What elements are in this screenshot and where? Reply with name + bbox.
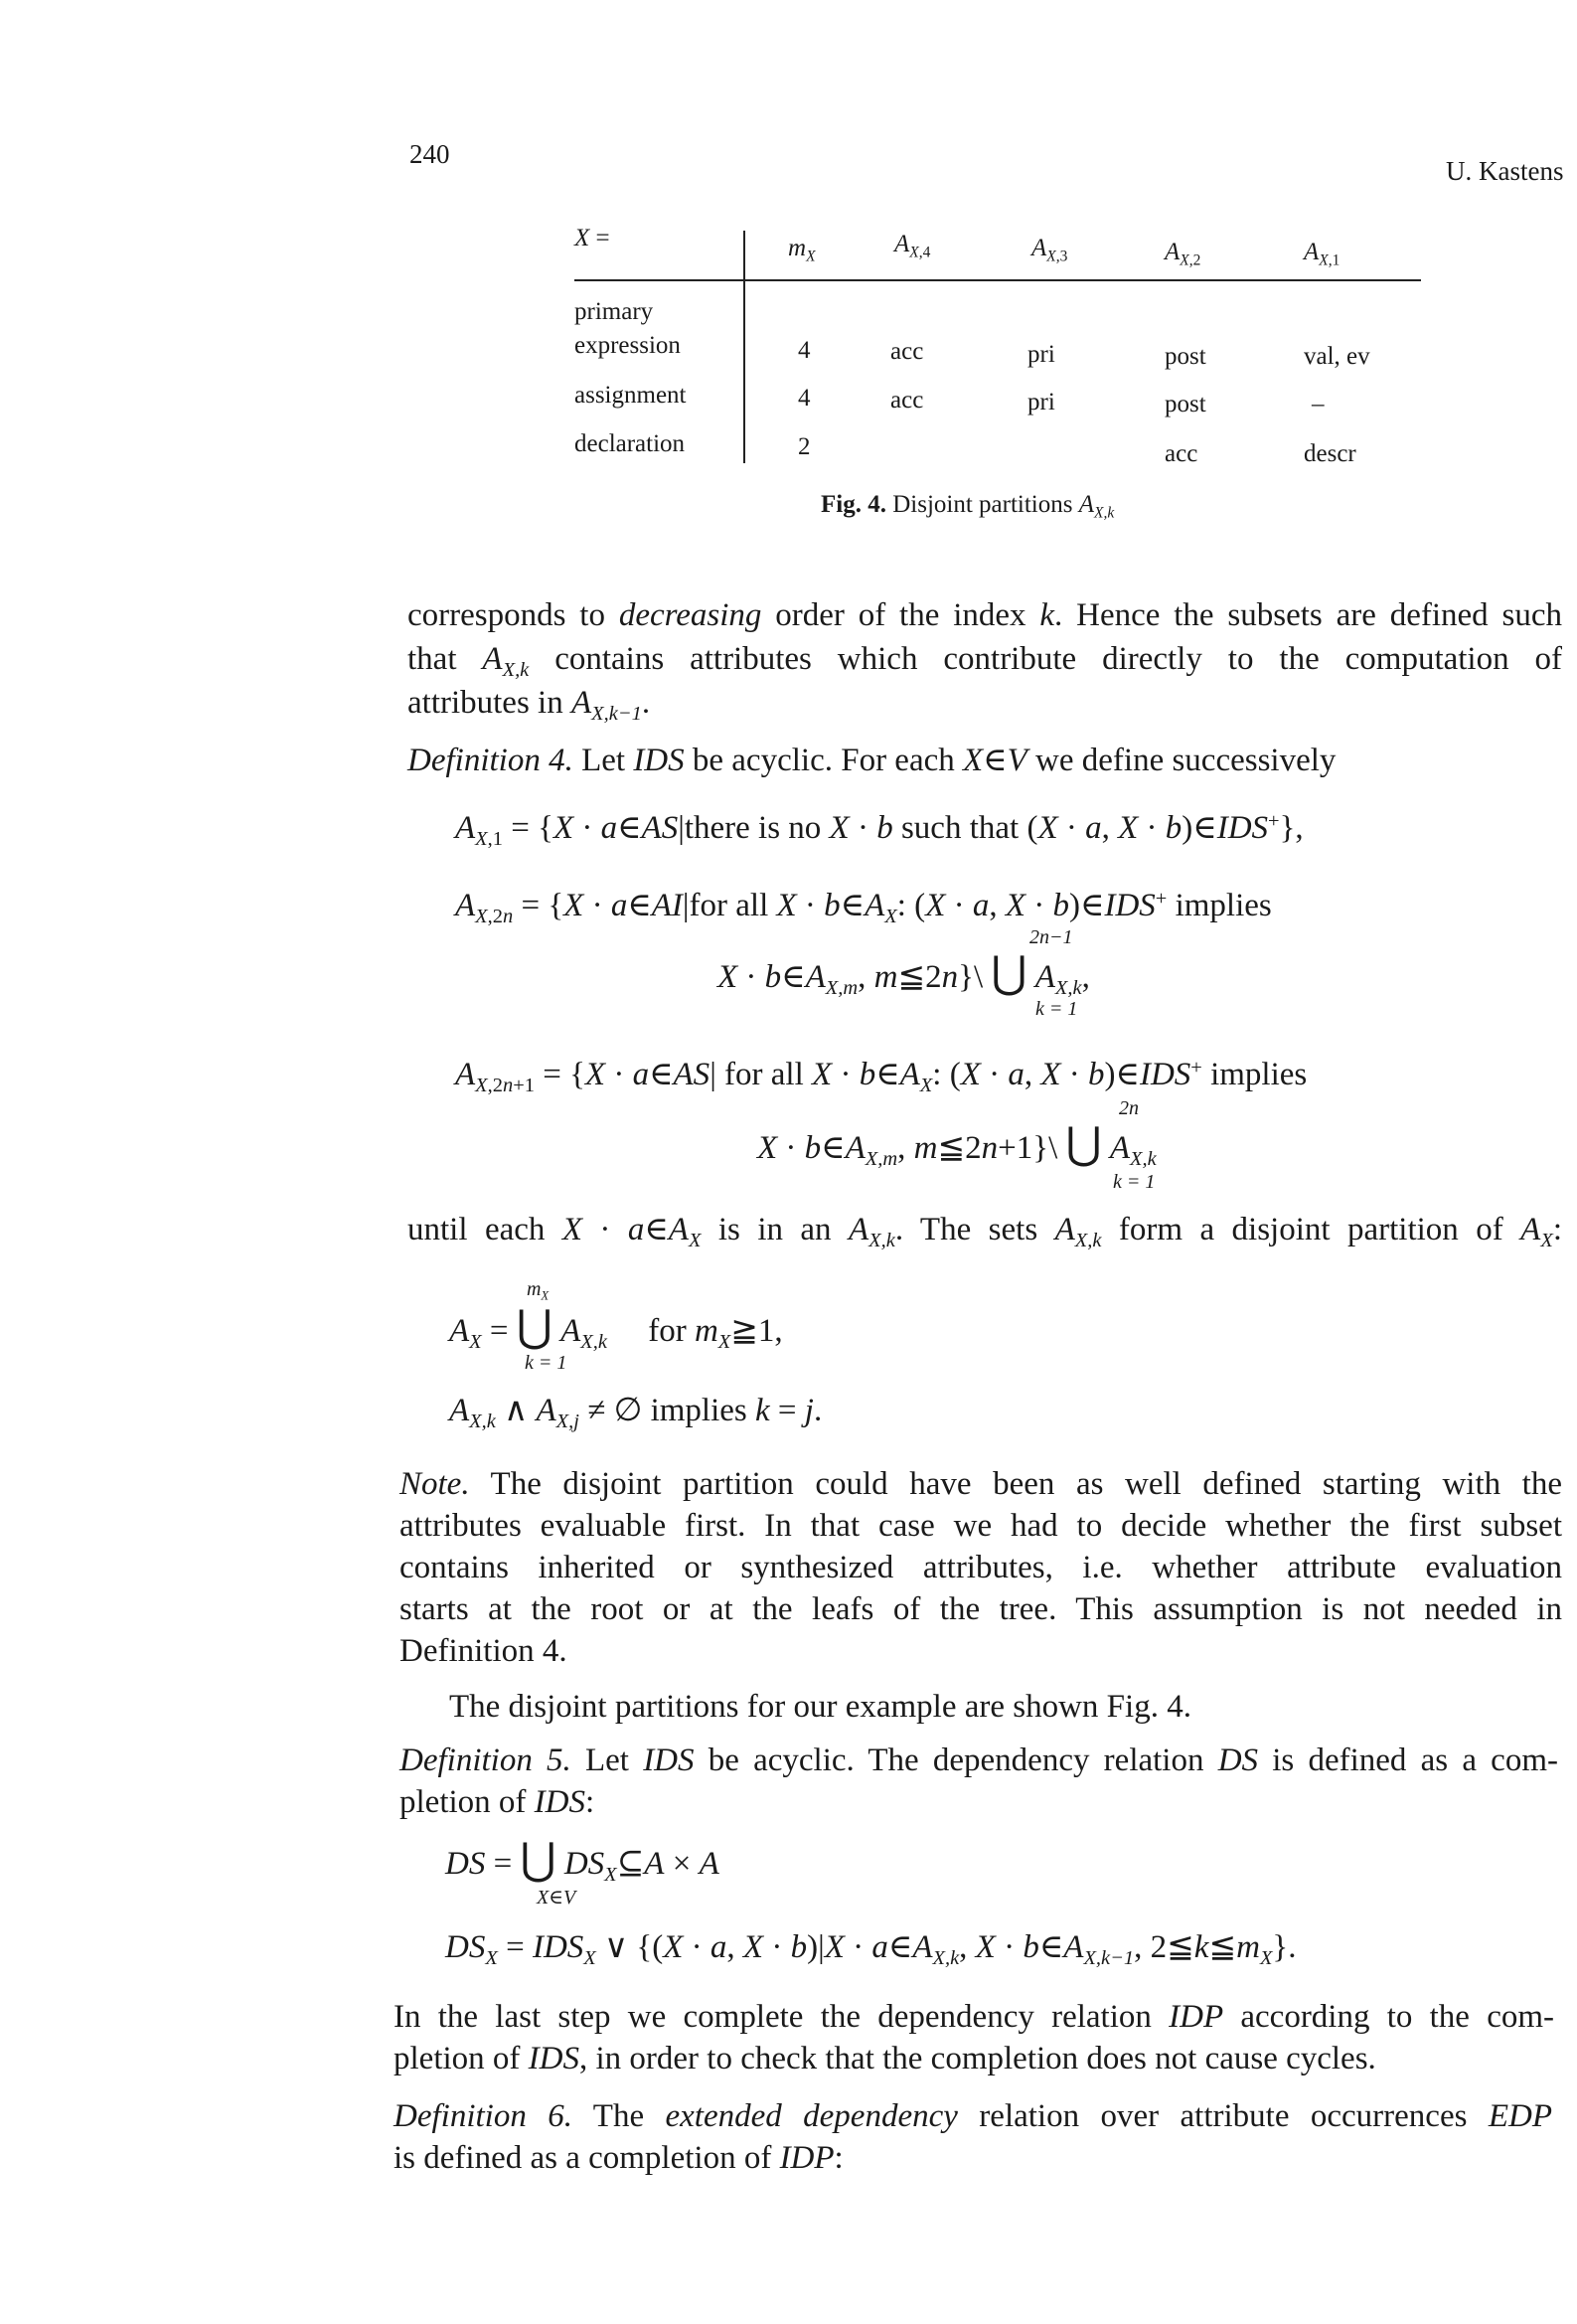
definition-6-label: Definition 6.: [394, 2098, 572, 2134]
formula-dsx: $DS_X = IDS_X$ ∨ {(X · a, $X \cdot b)|X \cdot a\in A_{X,k}$, $X \cdot b\in A_{X,k-1}$, $2≦k≦m_X$}.: [445, 1929, 1297, 1970]
row-label: assignment: [574, 382, 687, 409]
formula-ax2n1-line2: $X \cdot b\in A_{X,m}$, m≦2n+1}\ ⋃ $A_{X,k}$: [757, 1119, 1157, 1171]
cell-a4: acc: [890, 387, 924, 414]
para1-line3: attributes in $A_{X,k-1}$.: [407, 685, 651, 726]
figure-caption-label: Fig. 4.: [821, 491, 886, 518]
definition-5-label: Definition 5.: [399, 1743, 571, 1778]
table-corner-label: X =: [574, 225, 610, 251]
union-lower-limit: k = 1: [1035, 998, 1078, 1020]
table-header-rule: [574, 279, 1421, 281]
formula-ax2n1-line1: $A_{X,2n+1} = \{X$ · a∈AS| for all $X \cdot b\in A_X$: (X · a, X · b)∈IDS+ implies: [455, 1056, 1308, 1097]
cell-m: 4: [798, 385, 811, 412]
running-head-author: U. Kastens: [1446, 156, 1564, 186]
note-line4: starts at the root or at the leafs of the tree. This assumption is not needed in: [399, 1591, 1562, 1627]
cell-a2: post: [1165, 391, 1206, 417]
note-line1: Note. The disjoint partition could have been as well defined starting with the: [399, 1466, 1562, 1502]
col-header-a4: $A_{X,4}$: [894, 231, 931, 261]
table-vertical-rule: [743, 231, 745, 463]
until-line: until each $X \cdot a\in A_X$ is in an $A_{X,k}$. The sets $A_{X,k}$ form a disjoint partition of $A_X$:: [407, 1212, 1562, 1252]
last-para-line2: pletion of IDS, in order to check that the completion does not cause cycles.: [394, 2041, 1376, 2076]
figure-caption: Fig. 4. Disjoint partitions $A_{X,k}$: [821, 491, 1115, 522]
definition-4-label: Definition 4.: [407, 743, 573, 778]
row-label: expression: [574, 332, 681, 359]
figure-caption-text: Disjoint partitions: [892, 491, 1073, 518]
note-line2: attributes evaluable first. In that case we had to decide whether the first subset: [399, 1508, 1562, 1544]
union-upper-limit: $m_X$: [527, 1278, 550, 1303]
note-label: Note.: [399, 1466, 470, 1502]
cell-a1: descr: [1304, 440, 1356, 467]
formula-disjoint: $A_{X,k}$ ∧ $A_{X,j}$ ≠ ∅ implies k = j.: [449, 1393, 823, 1433]
row-label: declaration: [574, 430, 686, 457]
union-upper-limit: 2n: [1119, 1097, 1139, 1119]
cell-a1: val, ev: [1304, 343, 1370, 370]
col-header-a2: $A_{X,2}$: [1165, 239, 1201, 269]
union-upper-limit: 2n−1: [1029, 926, 1073, 948]
formula-ax2n-line1: $A_{X,2n} = \{X$ · a∈AI|for all $X \cdot b\in A_X$: (X · a, X · b)∈IDS+ implies: [455, 887, 1272, 928]
formula-ax1: $A_{X,1} = \{X$ · a∈AS|there is no X · b such that (X · a, X · b)∈IDS+},: [455, 809, 1304, 851]
for-text: for: [648, 1313, 687, 1349]
definition-4-intro: Definition 4. Let IDS be acyclic. For each X∈V we define successively: [407, 743, 1337, 778]
definition-5-line1: Definition 5. Let IDS be acyclic. The dependency relation DS is defined as a com-: [399, 1743, 1558, 1778]
cell-a3: pri: [1027, 341, 1055, 368]
implies-text: implies: [650, 1393, 747, 1428]
para1-line2: that $A_{X,k}$ contains attributes which contribute directly to the computation of: [407, 641, 1563, 682]
row-label-line1: primary: [574, 298, 654, 325]
cell-a2: acc: [1165, 440, 1198, 467]
formula-partition: $A_X$ = ⋃ $A_{X,k}$ for $m_X≧1$,: [449, 1302, 783, 1354]
formula-ds: DS = ⋃ $DS_X⊆A \times A$: [445, 1835, 719, 1887]
cell-a1: –: [1312, 391, 1325, 417]
cell-m: 2: [798, 433, 811, 460]
last-para-line1: In the last step we complete the dependency relation IDP according to the com-: [394, 1999, 1555, 2035]
cell-m: 4: [798, 337, 811, 364]
definition-6-line2: is defined as a completion of IDP:: [394, 2140, 844, 2176]
cell-a3: pri: [1027, 389, 1055, 415]
note-line5: Definition 4.: [399, 1633, 567, 1669]
page-number: 240: [409, 139, 450, 169]
union-lower-limit: k = 1: [1113, 1171, 1156, 1193]
cell-a4: acc: [890, 338, 924, 365]
col-header-a1: $A_{X,1}$: [1304, 239, 1340, 269]
union-lower-limit: X∈V: [537, 1887, 576, 1909]
definition-6-line1: Definition 6. The extended dependency relation over attribute occurrences EDP: [394, 2098, 1553, 2134]
formula-ax2n-line2: $X \cdot b\in A_{X,m}$, m≦2n}\ ⋃ $A_{X,k}$,: [717, 948, 1090, 1000]
note-line3: contains inherited or synthesized attributes, i.e. whether attribute evaluation: [399, 1550, 1562, 1585]
union-lower-limit: k = 1: [525, 1352, 567, 1374]
col-header-a3: $A_{X,3}$: [1031, 235, 1068, 265]
definition-5-line2: pletion of IDS:: [399, 1784, 595, 1820]
example-line: The disjoint partitions for our example are shown Fig. 4.: [449, 1689, 1191, 1725]
para1-line1: corresponds to decreasing order of the index k. Hence the subsets are defined such: [407, 597, 1562, 633]
cell-a2: post: [1165, 343, 1206, 370]
col-header-m: $m_X$: [788, 235, 816, 265]
